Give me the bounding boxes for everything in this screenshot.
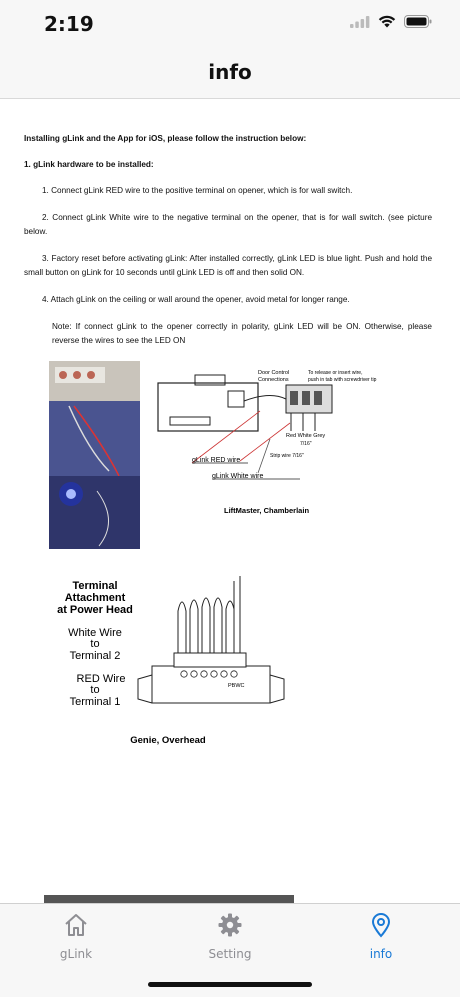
fig2-title-line1: Terminal [72,580,118,592]
fig2-white-line2: to [90,638,100,650]
next-image-partial [44,895,294,903]
tab-glink[interactable] [16,912,136,961]
label-door-control: Door Control [258,370,290,376]
doc-heading: 1. gLink hardware to be installed: [24,160,154,169]
label-strip-wire: Strip wire 7/16" [270,453,304,459]
fig2-red-line1: RED Wire [76,673,126,685]
navigation-bar [0,48,460,99]
figure2-caption: Genie, Overhead [130,735,206,746]
tab-info-label: info [369,947,393,961]
home-indicator[interactable] [148,982,312,987]
page-title: info [208,60,252,84]
step-3: 3. Factory reset before activating gLink: After installed correctly, gLink LED is blue light. Push and hold the small button on gLink for 10 seconds until gLink LED is off and then solid ON. [24,254,432,277]
fig2-white-line1: White Wire [68,627,122,639]
tab-setting-label: Setting [208,947,252,961]
label-wire-colors: Red White Grey [286,433,326,439]
step-1: 1. Connect gLink RED wire to the positive terminal on opener, which is for wall switch. [42,186,353,195]
label-dimension: 7/16" [300,441,312,447]
note-text: Note: If connect gLink to the opener correctly in polarity, gLink LED will be ON. Otherwise, please reverse the wires to see the LED ON [52,322,432,345]
step-4: 4. Attach gLink on the ceiling or wall around the opener, avoid metal for longer range. [42,295,350,304]
tab-setting[interactable] [170,912,290,961]
tab-glink-label: gLink [59,947,93,961]
location-pin-icon [368,912,394,938]
tab-info[interactable] [321,912,441,961]
label-release-1: To release or insert wire, [308,370,363,376]
status-bar [0,0,460,48]
label-glink-white-wire: gLink White wire [212,473,264,480]
label-glink-red-wire: gLink RED wire [192,457,241,464]
fig2-white-line3: Terminal 2 [69,650,121,662]
info-content[interactable] [0,99,460,903]
fig2-red-line2: to [90,684,100,696]
step-2: 2. Connect gLink White wire to the negative terminal on the opener, that is for wall switch. (see picture below. [24,213,432,236]
doc-title: Installing gLink and the App for iOS, please follow the instruction below: [24,134,307,143]
signal-icon [350,16,370,28]
status-icons [350,15,432,28]
fig2-title-line2: Attachment [64,592,126,604]
fig2-red-line3: Terminal 1 [69,696,121,708]
home-icon [63,912,89,938]
figure1-caption: LiftMaster, Chamberlain [224,506,310,515]
battery-icon [404,15,432,28]
label-connections: Connections [258,377,289,383]
status-time: 2:19 [44,12,94,36]
gear-icon [217,912,243,938]
fig2-title-line3: at Power Head [57,604,133,616]
liftmaster-wiring-diagram [140,361,400,521]
label-release-2: push in tab with screwdriver tip [308,377,377,383]
wifi-icon [378,15,396,28]
fig2-pbwc-label: PBWC [228,683,245,689]
glink-device-photo [49,361,140,549]
genie-wiring-diagram [50,571,300,751]
